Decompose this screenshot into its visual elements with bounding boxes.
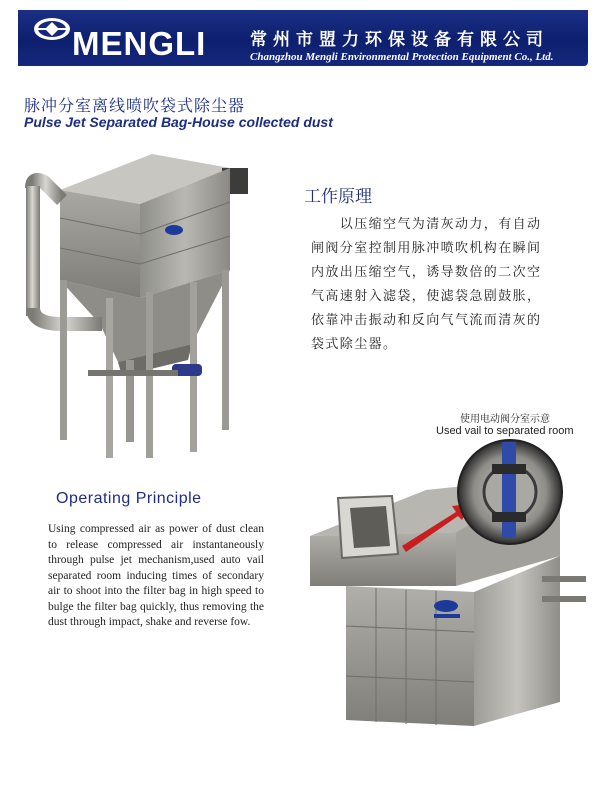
- product-title-cn: 脉冲分室离线喷吹袋式除尘器: [24, 96, 246, 115]
- principle-line-cn: 以压缩空气为清灰动力，有自动: [311, 217, 542, 232]
- header-banner: [18, 10, 588, 66]
- brand-name: MENGLI: [72, 25, 207, 62]
- company-name-cn: 常州市盟力环保设备有限公司: [250, 30, 549, 50]
- principle-line-cn: 袋式除尘器。: [311, 337, 398, 352]
- principle-text-cn: [311, 213, 587, 357]
- principle-text-en: Using compressed air as power of dust clean to release compressed air instantaneously through pulse jet mechanism,used auto vail separated room inducing times of secondary air to shoot into the filter bag in high speed to bulge the filter bag quickly, thus removing the dust through impact, shake and reverse fow.: [48, 523, 264, 628]
- principle-line-cn: 依靠冲击振动和反向气气流而清灰的: [311, 313, 542, 328]
- principle-line-cn: 气高速射入滤袋，使滤袋急剧鼓胀，: [311, 289, 542, 304]
- figure-caption-cn: 使用电动阀分室示意: [460, 414, 550, 425]
- company-name-en: Changzhou Mengli Environmental Protection Equipment Co., Ltd.: [250, 51, 554, 63]
- principle-line-cn: 闸阀分室控制用脉冲喷吹机构在瞬间: [311, 241, 542, 256]
- mengli-logo-icon: [32, 16, 72, 42]
- principle-heading-en: Operating Principle: [56, 490, 202, 507]
- product-title-en: Pulse Jet Separated Bag-House collected dust: [24, 114, 333, 130]
- figure-caption-en: Used vail to separated room: [436, 425, 574, 437]
- dust-collector-photo: [22, 148, 254, 468]
- separated-room-photo: [306, 436, 596, 736]
- principle-heading-cn: 工作原理: [304, 187, 372, 207]
- principle-line-cn: 内放出压缩空气，诱导数倍的二次空: [311, 265, 542, 280]
